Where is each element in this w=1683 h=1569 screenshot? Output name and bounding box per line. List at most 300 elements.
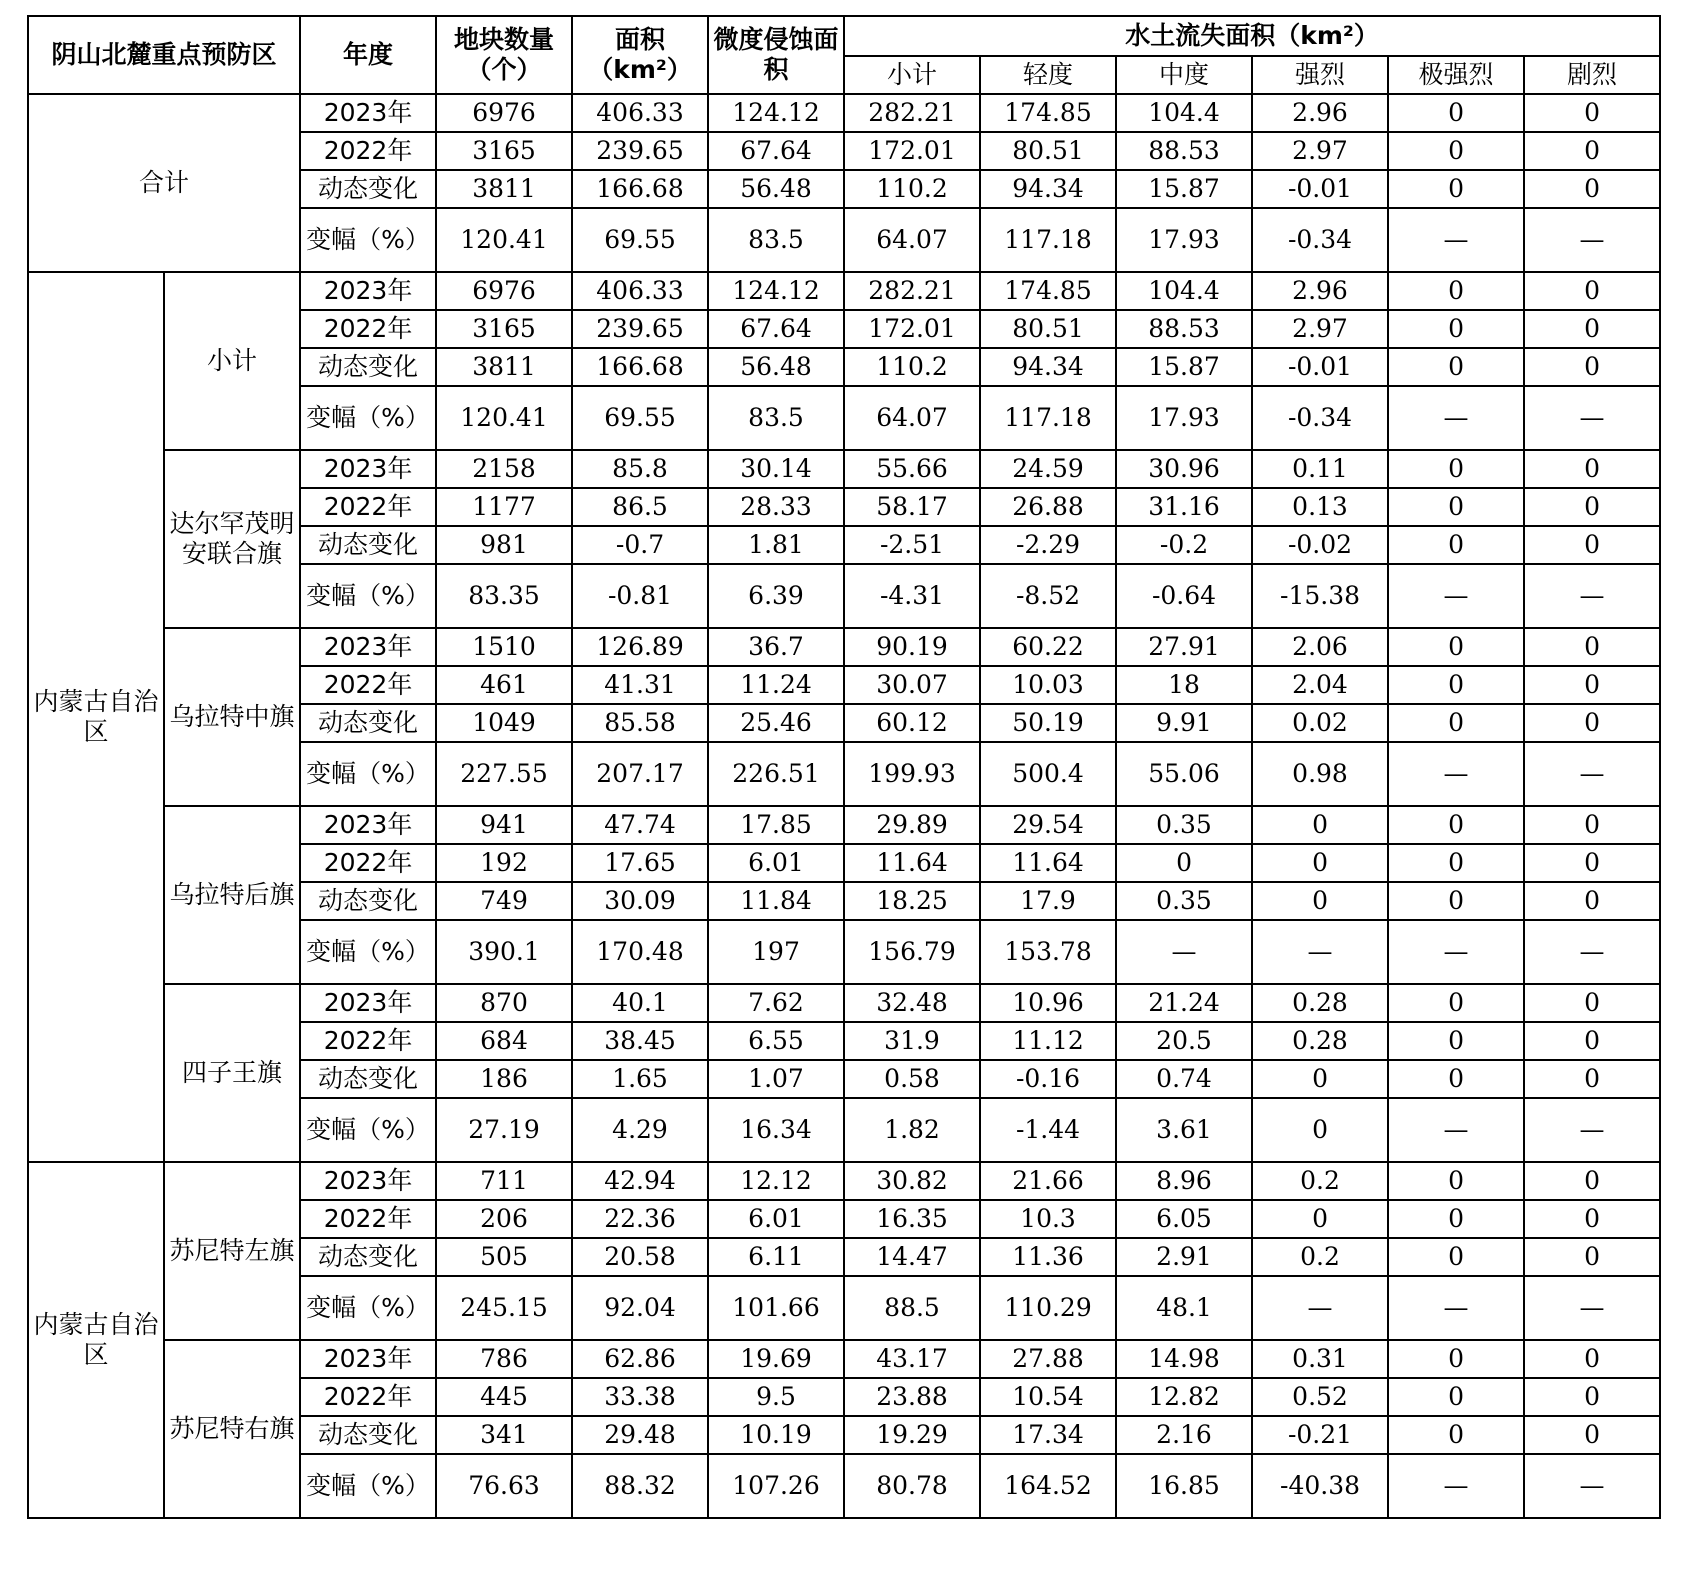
data-cell: — (1252, 920, 1388, 984)
data-cell: 0 (1524, 1022, 1660, 1060)
data-cell: 0 (1388, 94, 1524, 132)
row-label: 2023年 (300, 1340, 436, 1378)
row-label: 2023年 (300, 450, 436, 488)
data-cell: 0 (1388, 666, 1524, 704)
data-cell: 15.87 (1116, 170, 1252, 208)
data-cell: 15.87 (1116, 348, 1252, 386)
data-cell: 0 (1524, 882, 1660, 920)
data-cell: 17.85 (708, 806, 844, 844)
data-cell: 20.5 (1116, 1022, 1252, 1060)
data-cell: 21.66 (980, 1162, 1116, 1200)
data-cell: 981 (436, 526, 572, 564)
data-cell: 1.07 (708, 1060, 844, 1098)
data-cell: 25.46 (708, 704, 844, 742)
region-cell: 内蒙古自治区 (28, 272, 164, 1162)
data-cell: 88.32 (572, 1454, 708, 1518)
data-cell: 101.66 (708, 1276, 844, 1340)
data-cell: — (1524, 742, 1660, 806)
header-very-intense: 极强烈 (1388, 56, 1524, 94)
county-cell: 苏尼特右旗 (164, 1340, 300, 1518)
data-cell: 199.93 (844, 742, 980, 806)
row-label: 2022年 (300, 488, 436, 526)
data-cell: 6.01 (708, 1200, 844, 1238)
data-cell: 0 (1388, 1162, 1524, 1200)
data-cell: 18 (1116, 666, 1252, 704)
data-cell: 0 (1388, 1340, 1524, 1378)
data-cell: 0 (1524, 628, 1660, 666)
data-cell: — (1524, 386, 1660, 450)
data-cell: 0 (1252, 1098, 1388, 1162)
data-cell: 3811 (436, 348, 572, 386)
data-cell: 80.78 (844, 1454, 980, 1518)
data-cell: 0.2 (1252, 1238, 1388, 1276)
data-cell: -0.7 (572, 526, 708, 564)
data-cell: 62.86 (572, 1340, 708, 1378)
county-cell: 苏尼特左旗 (164, 1162, 300, 1340)
data-cell: 0 (1524, 272, 1660, 310)
data-cell: 445 (436, 1378, 572, 1416)
data-cell: 85.8 (572, 450, 708, 488)
table-row (28, 1162, 1660, 1200)
row-label: 变幅（%） (300, 386, 436, 450)
data-cell: 0 (1388, 310, 1524, 348)
data-cell: 110.2 (844, 170, 980, 208)
data-cell: 500.4 (980, 742, 1116, 806)
row-label: 动态变化 (300, 1416, 436, 1454)
data-cell: 226.51 (708, 742, 844, 806)
data-cell: 0.31 (1252, 1340, 1388, 1378)
data-cell: 30.96 (1116, 450, 1252, 488)
header-light: 轻度 (980, 56, 1116, 94)
data-cell: 1177 (436, 488, 572, 526)
region-cell: 合计 (28, 94, 300, 272)
data-cell: 88.53 (1116, 310, 1252, 348)
data-cell: 117.18 (980, 208, 1116, 272)
data-cell: 0 (1524, 984, 1660, 1022)
data-cell: 27.91 (1116, 628, 1252, 666)
data-cell: — (1388, 386, 1524, 450)
data-cell: 684 (436, 1022, 572, 1060)
data-cell: -0.81 (572, 564, 708, 628)
table-row (28, 94, 1660, 132)
data-cell: 16.35 (844, 1200, 980, 1238)
data-cell: — (1388, 564, 1524, 628)
data-cell: 0 (1252, 1200, 1388, 1238)
data-cell: 0.11 (1252, 450, 1388, 488)
data-cell: 0.35 (1116, 882, 1252, 920)
data-cell: 2.96 (1252, 94, 1388, 132)
data-cell: 28.33 (708, 488, 844, 526)
data-cell: 0 (1388, 882, 1524, 920)
data-cell: 19.29 (844, 1416, 980, 1454)
data-cell: 170.48 (572, 920, 708, 984)
data-cell: 341 (436, 1416, 572, 1454)
data-cell: 245.15 (436, 1276, 572, 1340)
data-cell: 60.12 (844, 704, 980, 742)
header-zone: 阴山北麓重点预防区 (28, 16, 300, 94)
row-label: 2022年 (300, 310, 436, 348)
data-cell: 30.82 (844, 1162, 980, 1200)
data-cell: 12.82 (1116, 1378, 1252, 1416)
data-cell: 1049 (436, 704, 572, 742)
data-cell: 83.35 (436, 564, 572, 628)
data-cell: 14.47 (844, 1238, 980, 1276)
data-cell: 7.62 (708, 984, 844, 1022)
data-cell: — (1524, 920, 1660, 984)
data-cell: 14.98 (1116, 1340, 1252, 1378)
table-body (28, 94, 1660, 1518)
data-cell: 126.89 (572, 628, 708, 666)
data-cell: 67.64 (708, 132, 844, 170)
row-label: 动态变化 (300, 170, 436, 208)
data-cell: 3165 (436, 310, 572, 348)
data-cell: 36.7 (708, 628, 844, 666)
data-cell: 48.1 (1116, 1276, 1252, 1340)
data-cell: — (1388, 742, 1524, 806)
data-cell: 22.36 (572, 1200, 708, 1238)
data-cell: 941 (436, 806, 572, 844)
data-cell: 1.65 (572, 1060, 708, 1098)
data-cell: 0 (1252, 806, 1388, 844)
data-cell: 166.68 (572, 348, 708, 386)
header-soil-loss-area: 水土流失面积（km²） (844, 16, 1660, 56)
data-cell: 10.19 (708, 1416, 844, 1454)
data-cell: 2.97 (1252, 132, 1388, 170)
data-cell: 197 (708, 920, 844, 984)
region-cell: 内蒙古自治区 (28, 1162, 164, 1518)
data-cell: 166.68 (572, 170, 708, 208)
data-cell: 2.91 (1116, 1238, 1252, 1276)
data-cell: 156.79 (844, 920, 980, 984)
data-cell: 29.89 (844, 806, 980, 844)
data-cell: 6976 (436, 94, 572, 132)
data-cell: 0 (1524, 1060, 1660, 1098)
table-row (28, 450, 1660, 488)
data-cell: 64.07 (844, 208, 980, 272)
data-cell: 174.85 (980, 272, 1116, 310)
data-cell: 9.5 (708, 1378, 844, 1416)
data-cell: 0.35 (1116, 806, 1252, 844)
data-cell: -0.01 (1252, 348, 1388, 386)
data-cell: 0.58 (844, 1060, 980, 1098)
header-count: 地块数量（个） (436, 16, 572, 94)
data-cell: 2.16 (1116, 1416, 1252, 1454)
data-cell: -0.2 (1116, 526, 1252, 564)
data-cell: 0 (1524, 132, 1660, 170)
data-cell: 10.54 (980, 1378, 1116, 1416)
data-cell: 0 (1524, 94, 1660, 132)
data-cell: 1.82 (844, 1098, 980, 1162)
data-cell: 0.28 (1252, 1022, 1388, 1060)
row-label: 2022年 (300, 1200, 436, 1238)
row-label: 动态变化 (300, 704, 436, 742)
data-cell: 11.84 (708, 882, 844, 920)
row-label: 变幅（%） (300, 208, 436, 272)
data-cell: 0 (1524, 844, 1660, 882)
data-cell: 17.9 (980, 882, 1116, 920)
data-cell: 0.74 (1116, 1060, 1252, 1098)
data-cell: 17.65 (572, 844, 708, 882)
row-label: 2023年 (300, 1162, 436, 1200)
table-row (28, 1340, 1660, 1378)
data-cell: 11.12 (980, 1022, 1116, 1060)
row-label: 2022年 (300, 844, 436, 882)
data-cell: -0.21 (1252, 1416, 1388, 1454)
table-row (28, 272, 1660, 310)
data-cell: 164.52 (980, 1454, 1116, 1518)
data-cell: 0 (1524, 806, 1660, 844)
data-cell: 20.58 (572, 1238, 708, 1276)
data-cell: 50.19 (980, 704, 1116, 742)
header-year: 年度 (300, 16, 436, 94)
data-cell: 80.51 (980, 132, 1116, 170)
county-cell: 乌拉特中旗 (164, 628, 300, 806)
data-cell: — (1388, 1276, 1524, 1340)
data-cell: 0 (1524, 1340, 1660, 1378)
data-cell: — (1524, 1098, 1660, 1162)
data-cell: -0.01 (1252, 170, 1388, 208)
data-cell: 0 (1524, 1162, 1660, 1200)
header-area: 面积（km²） (572, 16, 708, 94)
data-cell: 10.3 (980, 1200, 1116, 1238)
table-row (28, 628, 1660, 666)
row-label: 动态变化 (300, 348, 436, 386)
row-label: 动态变化 (300, 1060, 436, 1098)
data-cell: 0 (1524, 348, 1660, 386)
data-cell: 0 (1524, 1238, 1660, 1276)
header-micro-erosion: 微度侵蚀面积 (708, 16, 844, 94)
data-cell: 11.64 (980, 844, 1116, 882)
data-cell: 461 (436, 666, 572, 704)
data-cell: 10.96 (980, 984, 1116, 1022)
table-row (28, 806, 1660, 844)
data-cell: -0.16 (980, 1060, 1116, 1098)
data-cell: 6.55 (708, 1022, 844, 1060)
data-cell: 83.5 (708, 386, 844, 450)
data-cell: 0.52 (1252, 1378, 1388, 1416)
data-cell: 0 (1388, 1378, 1524, 1416)
data-cell: 0 (1388, 704, 1524, 742)
data-cell: 9.91 (1116, 704, 1252, 742)
data-cell: 21.24 (1116, 984, 1252, 1022)
header-subtotal: 小计 (844, 56, 980, 94)
data-cell: 80.51 (980, 310, 1116, 348)
data-cell: 0 (1252, 882, 1388, 920)
data-cell: 11.36 (980, 1238, 1116, 1276)
data-cell: 24.59 (980, 450, 1116, 488)
row-label: 2023年 (300, 628, 436, 666)
county-cell: 达尔罕茂明安联合旗 (164, 450, 300, 628)
data-cell: 43.17 (844, 1340, 980, 1378)
data-cell: 186 (436, 1060, 572, 1098)
data-cell: 239.65 (572, 310, 708, 348)
data-cell: 107.26 (708, 1454, 844, 1518)
data-cell: 38.45 (572, 1022, 708, 1060)
data-cell: 3811 (436, 170, 572, 208)
row-label: 变幅（%） (300, 1276, 436, 1340)
data-cell: 239.65 (572, 132, 708, 170)
data-cell: 110.2 (844, 348, 980, 386)
row-label: 变幅（%） (300, 1098, 436, 1162)
data-cell: -0.02 (1252, 526, 1388, 564)
data-cell: 0.98 (1252, 742, 1388, 806)
data-cell: 0 (1388, 1200, 1524, 1238)
data-cell: 42.94 (572, 1162, 708, 1200)
data-cell: 124.12 (708, 272, 844, 310)
data-cell: 0 (1524, 526, 1660, 564)
data-cell: 0 (1388, 488, 1524, 526)
data-cell: 8.96 (1116, 1162, 1252, 1200)
data-cell: 64.07 (844, 386, 980, 450)
row-label: 变幅（%） (300, 564, 436, 628)
data-cell: 11.24 (708, 666, 844, 704)
data-cell: 117.18 (980, 386, 1116, 450)
data-cell: 0.2 (1252, 1162, 1388, 1200)
erosion-table (27, 15, 1661, 1519)
data-cell: -4.31 (844, 564, 980, 628)
row-label: 2023年 (300, 984, 436, 1022)
data-cell: 0 (1388, 1238, 1524, 1276)
data-cell: — (1388, 208, 1524, 272)
data-cell: 104.4 (1116, 94, 1252, 132)
data-cell: 27.19 (436, 1098, 572, 1162)
data-cell: 0 (1388, 1022, 1524, 1060)
row-label: 2022年 (300, 132, 436, 170)
data-cell: — (1388, 1098, 1524, 1162)
data-cell: 16.85 (1116, 1454, 1252, 1518)
data-cell: 120.41 (436, 386, 572, 450)
row-label: 变幅（%） (300, 920, 436, 984)
data-cell: 27.88 (980, 1340, 1116, 1378)
data-cell: 0 (1388, 450, 1524, 488)
data-cell: -0.34 (1252, 208, 1388, 272)
data-cell: 83.5 (708, 208, 844, 272)
data-cell: — (1524, 1454, 1660, 1518)
data-cell: 26.88 (980, 488, 1116, 526)
data-cell: 31.16 (1116, 488, 1252, 526)
table-row (28, 984, 1660, 1022)
data-cell: 17.34 (980, 1416, 1116, 1454)
data-cell: -2.51 (844, 526, 980, 564)
data-cell: 29.48 (572, 1416, 708, 1454)
data-cell: 786 (436, 1340, 572, 1378)
data-cell: 0 (1388, 348, 1524, 386)
header-intense: 强烈 (1252, 56, 1388, 94)
row-label: 动态变化 (300, 526, 436, 564)
data-cell: 6.11 (708, 1238, 844, 1276)
data-cell: -0.34 (1252, 386, 1388, 450)
data-cell: 94.34 (980, 348, 1116, 386)
data-cell: 505 (436, 1238, 572, 1276)
data-cell: 406.33 (572, 94, 708, 132)
data-cell: 0 (1388, 844, 1524, 882)
row-label: 2023年 (300, 94, 436, 132)
data-cell: 0 (1524, 310, 1660, 348)
data-cell: — (1524, 208, 1660, 272)
data-cell: 17.93 (1116, 386, 1252, 450)
data-cell: 0 (1388, 526, 1524, 564)
data-cell: 67.64 (708, 310, 844, 348)
data-cell: 6.05 (1116, 1200, 1252, 1238)
data-cell: — (1388, 920, 1524, 984)
data-cell: 0 (1388, 984, 1524, 1022)
row-label: 2022年 (300, 1022, 436, 1060)
data-cell: 174.85 (980, 94, 1116, 132)
row-label: 动态变化 (300, 882, 436, 920)
data-cell: 207.17 (572, 742, 708, 806)
data-cell: 31.9 (844, 1022, 980, 1060)
data-cell: 4.29 (572, 1098, 708, 1162)
data-cell: 60.22 (980, 628, 1116, 666)
data-cell: 88.53 (1116, 132, 1252, 170)
data-cell: 0 (1252, 1060, 1388, 1098)
data-cell: 29.54 (980, 806, 1116, 844)
data-cell: — (1524, 1276, 1660, 1340)
data-cell: 6976 (436, 272, 572, 310)
data-cell: 172.01 (844, 310, 980, 348)
data-cell: 0 (1524, 450, 1660, 488)
data-cell: 30.07 (844, 666, 980, 704)
data-cell: 0 (1524, 170, 1660, 208)
county-cell: 小计 (164, 272, 300, 450)
data-cell: 2.96 (1252, 272, 1388, 310)
data-cell: 172.01 (844, 132, 980, 170)
data-cell: 0 (1524, 1200, 1660, 1238)
data-cell: 69.55 (572, 386, 708, 450)
data-cell: 2.06 (1252, 628, 1388, 666)
data-cell: 58.17 (844, 488, 980, 526)
data-cell: — (1388, 1454, 1524, 1518)
data-cell: 10.03 (980, 666, 1116, 704)
data-cell: 30.09 (572, 882, 708, 920)
data-cell: 16.34 (708, 1098, 844, 1162)
data-cell: 110.29 (980, 1276, 1116, 1340)
data-cell: 406.33 (572, 272, 708, 310)
data-cell: 104.4 (1116, 272, 1252, 310)
data-cell: 23.88 (844, 1378, 980, 1416)
data-cell: 0 (1388, 628, 1524, 666)
data-cell: 0 (1388, 1060, 1524, 1098)
data-cell: — (1524, 564, 1660, 628)
data-cell: 86.5 (572, 488, 708, 526)
data-cell: 711 (436, 1162, 572, 1200)
row-label: 动态变化 (300, 1238, 436, 1276)
county-cell: 四子王旗 (164, 984, 300, 1162)
data-cell: 0 (1116, 844, 1252, 882)
data-cell: 85.58 (572, 704, 708, 742)
data-cell: 90.19 (844, 628, 980, 666)
data-cell: 41.31 (572, 666, 708, 704)
data-cell: 3165 (436, 132, 572, 170)
data-cell: 390.1 (436, 920, 572, 984)
data-cell: 192 (436, 844, 572, 882)
data-cell: 18.25 (844, 882, 980, 920)
data-cell: 76.63 (436, 1454, 572, 1518)
data-cell: 0 (1388, 170, 1524, 208)
row-label: 变幅（%） (300, 1454, 436, 1518)
data-cell: 33.38 (572, 1378, 708, 1416)
data-cell: 124.12 (708, 94, 844, 132)
data-cell: 0.13 (1252, 488, 1388, 526)
data-cell: 0 (1524, 1378, 1660, 1416)
data-cell: 0.28 (1252, 984, 1388, 1022)
data-cell: 40.1 (572, 984, 708, 1022)
data-cell: 0 (1524, 1416, 1660, 1454)
data-cell: -2.29 (980, 526, 1116, 564)
data-cell: 0 (1524, 488, 1660, 526)
data-cell: -40.38 (1252, 1454, 1388, 1518)
data-cell: 1.81 (708, 526, 844, 564)
